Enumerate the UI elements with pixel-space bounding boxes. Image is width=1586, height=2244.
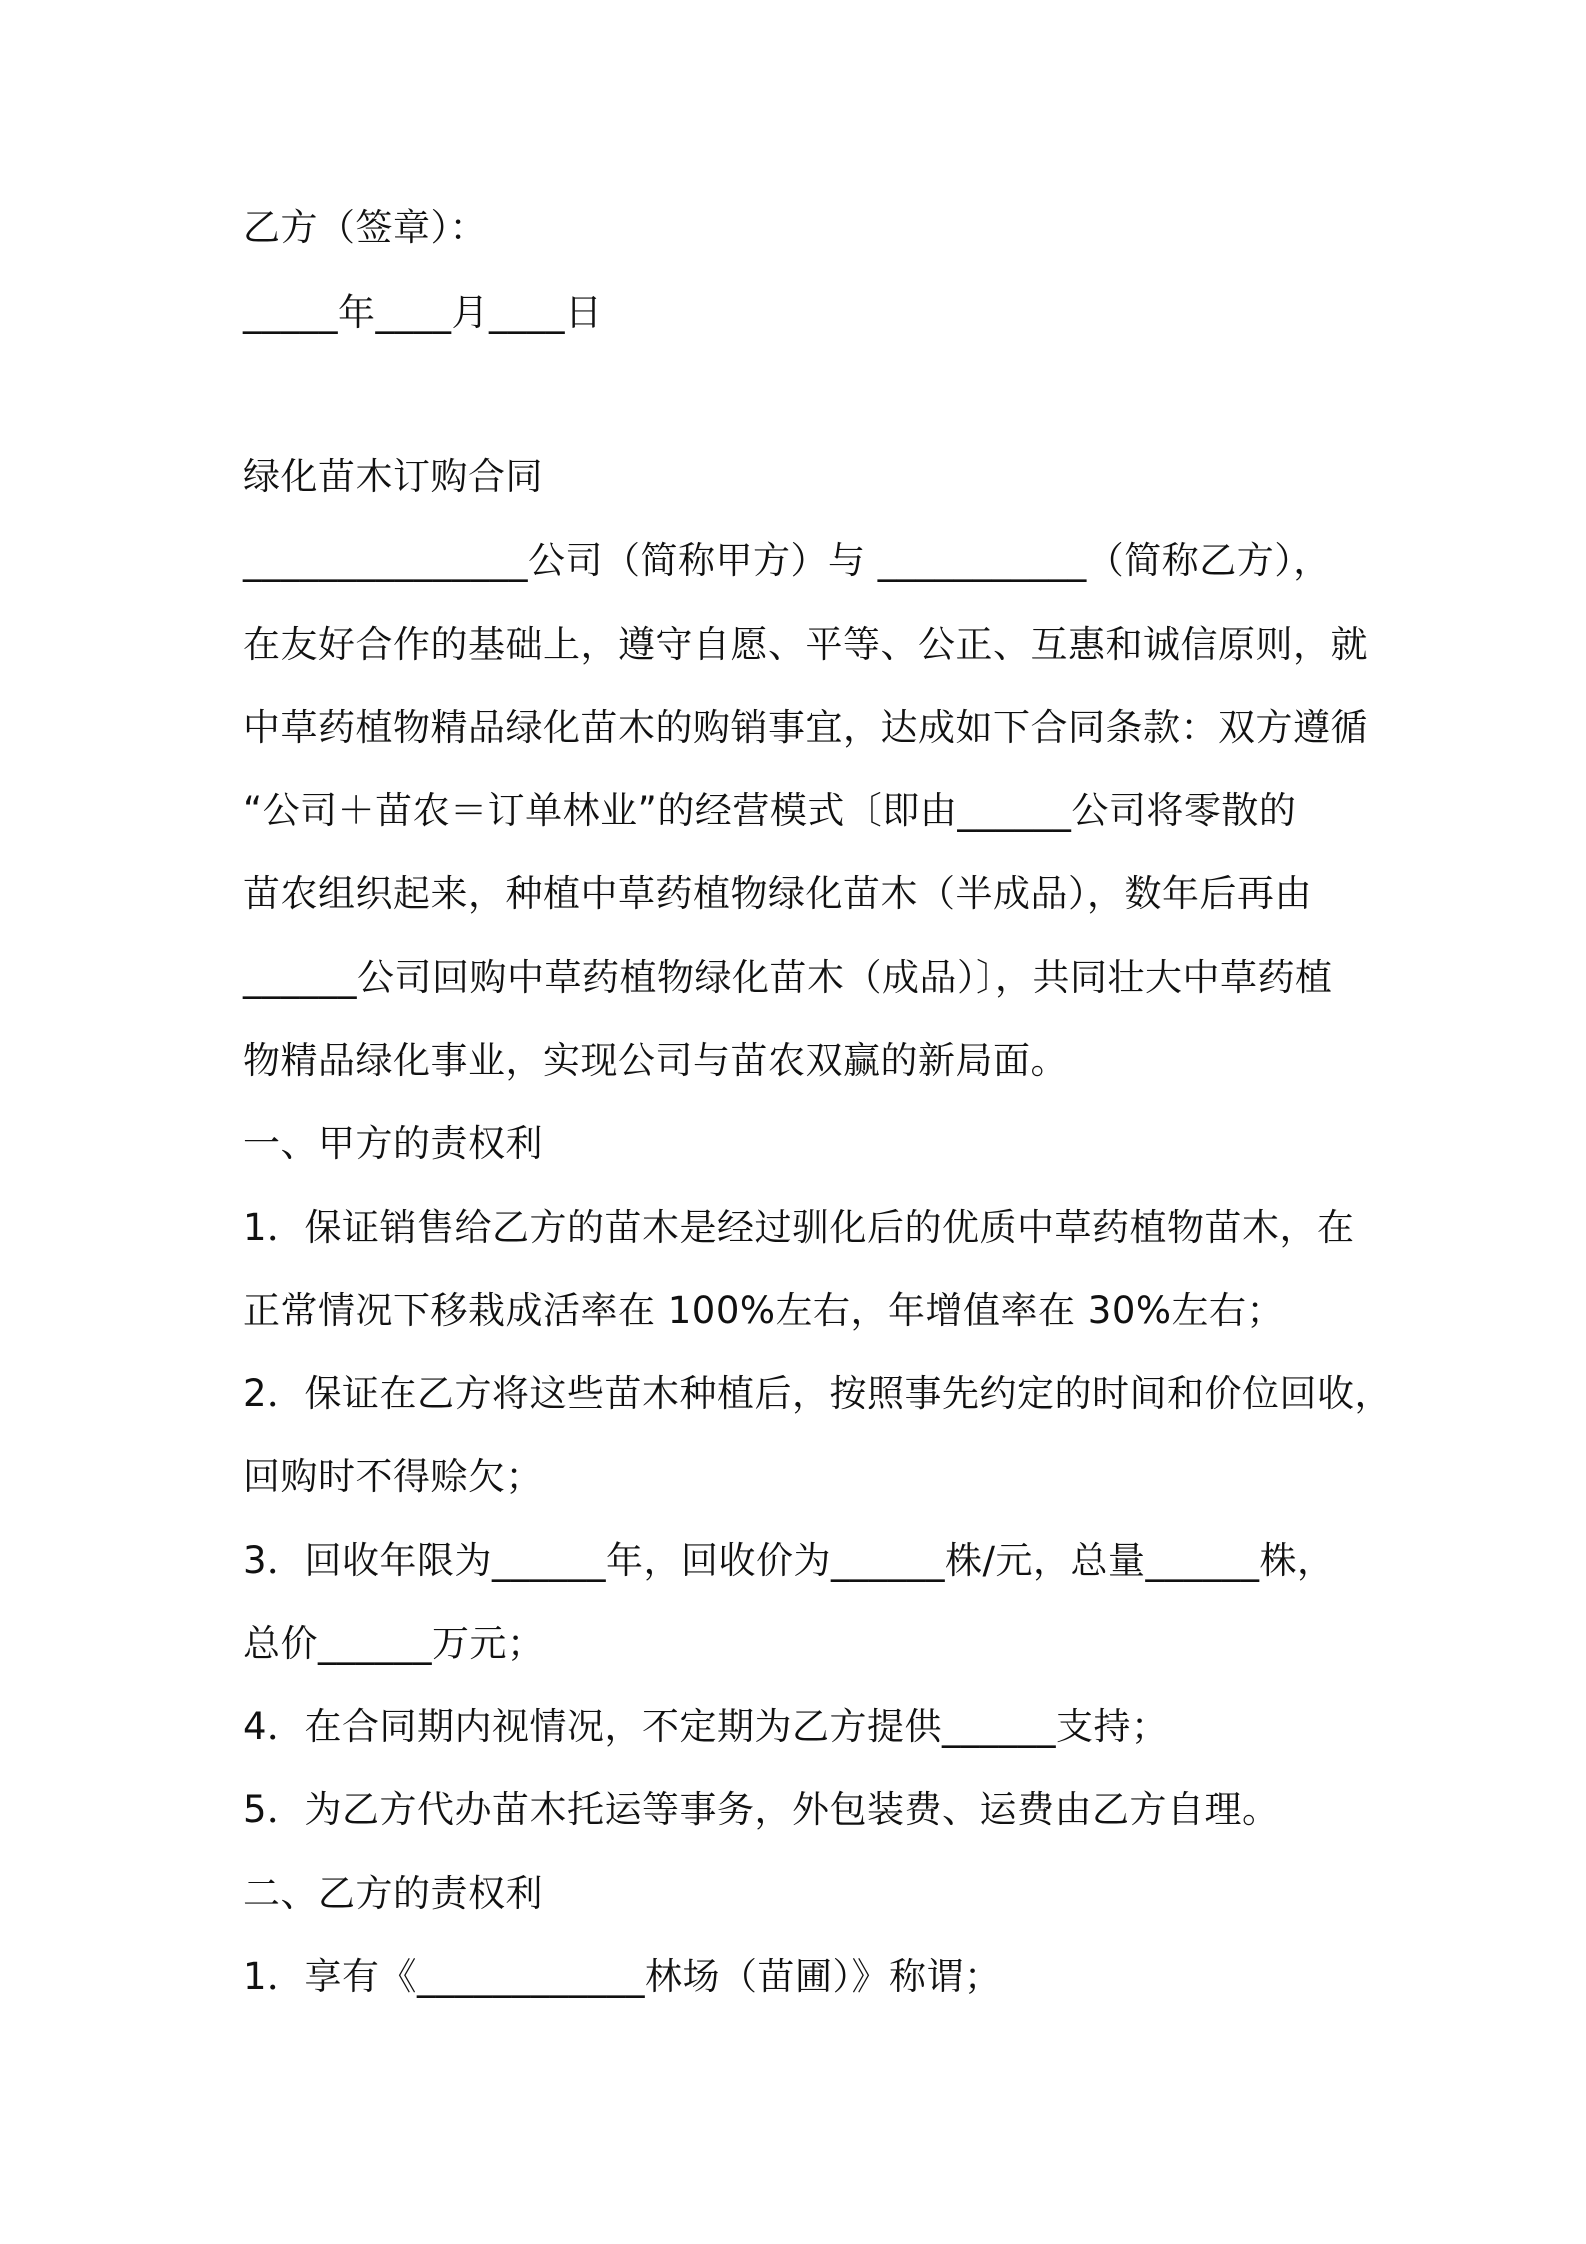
section-1-line-6: 总价______万元； <box>243 1622 545 1665</box>
party-b-signature-label: 乙方（签章）： <box>243 206 487 249</box>
signature-date-line: _____年____月____日 <box>243 291 603 334</box>
document-title: 绿化苗木订购合同 <box>243 455 543 498</box>
intro-line-2: 在友好合作的基础上，遵守自愿、平等、公正、互惠和诚信原则，就 <box>243 623 1368 666</box>
section-1-line-1: 1．保证销售给乙方的苗木是经过驯化后的优质中草药植物苗木，在 <box>243 1206 1355 1249</box>
intro-line-1: _______________公司（简称甲方）与 ___________（简称乙方）， <box>243 539 1331 582</box>
section-1-line-2: 正常情况下移栽成活率在 100%左右，年增值率在 30%左右； <box>243 1289 1285 1332</box>
section-1-line-5: 3．回收年限为______年，回收价为______株/元，总量______株， <box>243 1539 1335 1582</box>
section-2-line-1: 1．享有《____________林场（苗圃）》称谓； <box>243 1955 1002 1998</box>
section-1-heading: 一、甲方的责权利 <box>243 1122 543 1165</box>
section-1-line-7: 4．在合同期内视情况，不定期为乙方提供______支持； <box>243 1705 1169 1748</box>
intro-line-4: “公司＋苗农＝订单林业”的经营模式〔即由______公司将零散的 <box>243 789 1297 832</box>
intro-line-3: 中草药植物精品绿化苗木的购销事宜，达成如下合同条款：双方遵循 <box>243 706 1368 749</box>
section-2-heading: 二、乙方的责权利 <box>243 1872 543 1915</box>
section-1-line-4: 回购时不得赊欠； <box>243 1455 543 1498</box>
intro-line-7: 物精品绿化事业，实现公司与苗农双赢的新局面。 <box>243 1039 1068 1082</box>
intro-line-6: ______公司回购中草药植物绿化苗木（成品）〕，共同壮大中草药植 <box>243 956 1333 999</box>
section-1-line-3: 2．保证在乙方将这些苗木种植后，按照事先约定的时间和价位回收， <box>243 1372 1393 1415</box>
intro-line-5: 苗农组织起来，种植中草药植物绿化苗木（半成品），数年后再由 <box>243 872 1312 915</box>
section-1-line-8: 5．为乙方代办苗木托运等事务，外包装费、运费由乙方自理。 <box>243 1788 1280 1831</box>
